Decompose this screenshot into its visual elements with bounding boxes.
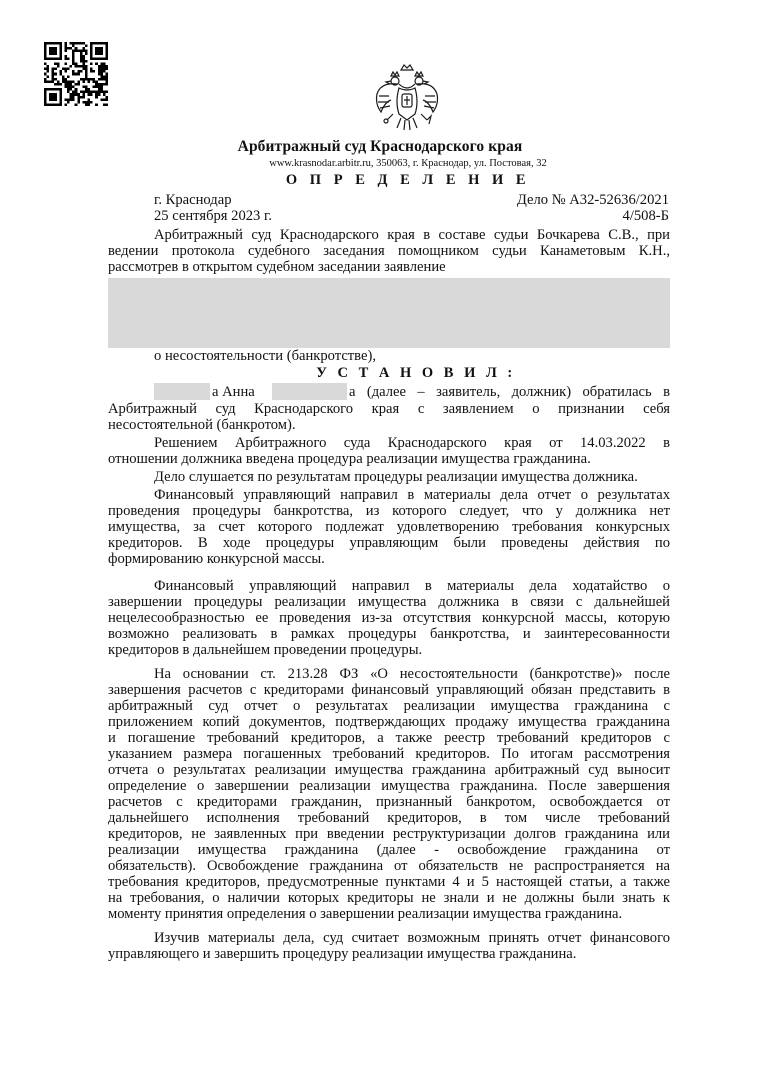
court-address: www.krasnodar.arbitr.ru, 350063, г. Краснодар, ул. Постовая, 32 xyxy=(269,158,547,169)
intro-line: Арбитражный суд Краснодарского края в составе судьи Бочкарева С.В., при xyxy=(154,227,670,243)
intro-line: рассмотрев в открытом судебном заседании заявление xyxy=(108,259,446,275)
coat-of-arms-emblem xyxy=(371,62,443,136)
established-heading: У С Т А Н О В И Л : xyxy=(316,365,516,381)
body-line: проведения процедуры банкротства, из которого следует, что у должника нет xyxy=(108,503,670,519)
body-line: На основании ст. 213.28 ФЗ «О несостоятельности (банкротстве)» после xyxy=(154,666,670,682)
body-line: реализации имущества гражданина (далее - освобождение гражданина от xyxy=(108,842,670,858)
body-line: а (далее – заявитель, должник) обратилась в xyxy=(349,384,670,400)
qr-code xyxy=(44,42,108,106)
body-line: управляющего и завершить процедуру реализации имущества гражданина. xyxy=(108,946,577,962)
body-line: требования кредиторов, предусмотренные пунктами 4 и 5 настоящей статьи, а также xyxy=(108,874,670,890)
body-line: отчета о результатах реализации имущества гражданина арбитражный суд выносит xyxy=(108,762,670,778)
redacted-patronymic xyxy=(272,383,347,400)
body-line: расчетов с кредиторами гражданин, признанный банкротом, освобождается от xyxy=(108,794,670,810)
body-line: кредиторов, не заявленных при введении реструктуризации долгов гражданина или xyxy=(108,826,670,842)
case-subnumber: 4/508-Б xyxy=(622,208,669,224)
intro-line: ведении протокола судебного заседания помощником судьи Канаметовым К.Н., xyxy=(108,243,670,259)
body-line: Арбитражный суд Краснодарского края с заявлением о признании себя xyxy=(108,401,670,417)
body-line: моменту принятия определения о завершении реализации имущества гражданина. xyxy=(108,906,623,922)
body-line: арбитражный суд отчет о результатах реализации имущества гражданина с xyxy=(108,698,670,714)
case-number: Дело № А32-52636/2021 xyxy=(516,192,669,208)
body-line: обязательств). Освобождение гражданина от обязательств не распространяется на xyxy=(108,858,670,874)
body-line: дальнейшего исполнения требований кредиторов, в том числе требований xyxy=(108,810,670,826)
body-line: Финансовый управляющий направил в материалы дела ходатайство о xyxy=(154,578,670,594)
decision-date: 25 сентября 2023 г. xyxy=(154,208,272,224)
body-line: Финансовый управляющий направил в материалы дела отчет о результатах xyxy=(154,487,670,503)
body-line: приложением копий документов, подтверждающих продажу имущества гражданина xyxy=(108,714,670,730)
body-line: на требования, о наличии которых кредиторы не знали и не должны были знать к xyxy=(108,890,670,906)
body-line: Изучив материалы дела, суд считает возможным принять отчет финансового xyxy=(154,930,670,946)
body-line: указанием размера погашенных требований кредиторов. По итогам рассмотрения xyxy=(108,746,670,762)
subject-line: о несостоятельности (банкротстве), xyxy=(154,348,376,364)
body-line: нецелесообразностью ее проведения из-за отсутствия конкурсной массы, которую xyxy=(108,610,670,626)
body-line: кредиторов. В ходе процедуры управляющим были проведены действия по xyxy=(108,535,670,551)
body-line: возможно реализовать в рамках процедуры банкротства, и заинтересованности xyxy=(108,626,670,642)
applicant-name: а Анна xyxy=(212,384,255,400)
body-line: и погашение требований кредиторов, а также реестр требований кредиторов с xyxy=(108,730,670,746)
body-line: завершении процедуры реализации имущества должника в связи с дальнейшей xyxy=(108,594,670,610)
body-line: завершения расчетов с кредиторами финансовый управляющий обязан представить в xyxy=(108,682,670,698)
body-line: имущества, за счет которого подлежат удовлетворению требования конкурсных xyxy=(108,519,670,535)
city: г. Краснодар xyxy=(154,192,232,208)
body-line: Решением Арбитражного суда Краснодарского края от 14.03.2022 в xyxy=(154,435,670,451)
body-line: несостоятельной (банкротом). xyxy=(108,417,296,433)
body-line: формированию конкурсной массы. xyxy=(108,551,325,567)
redacted-block xyxy=(108,278,670,348)
body-line: отношении должника введена процедура реализации имущества гражданина. xyxy=(108,451,591,467)
body-line: определение о завершении реализации имущества гражданина. После завершения xyxy=(108,778,670,794)
body-line: кредиторов в дальнейшем проведении процедуры. xyxy=(108,642,423,658)
redacted-surname xyxy=(154,383,210,400)
court-name: Арбитражный суд Краснодарского края xyxy=(237,138,523,155)
body-line: Дело слушается по результатам процедуры реализации имущества должника. xyxy=(154,469,638,485)
document-type-heading: О П Р Е Д Е Л Е Н И Е xyxy=(285,172,531,188)
